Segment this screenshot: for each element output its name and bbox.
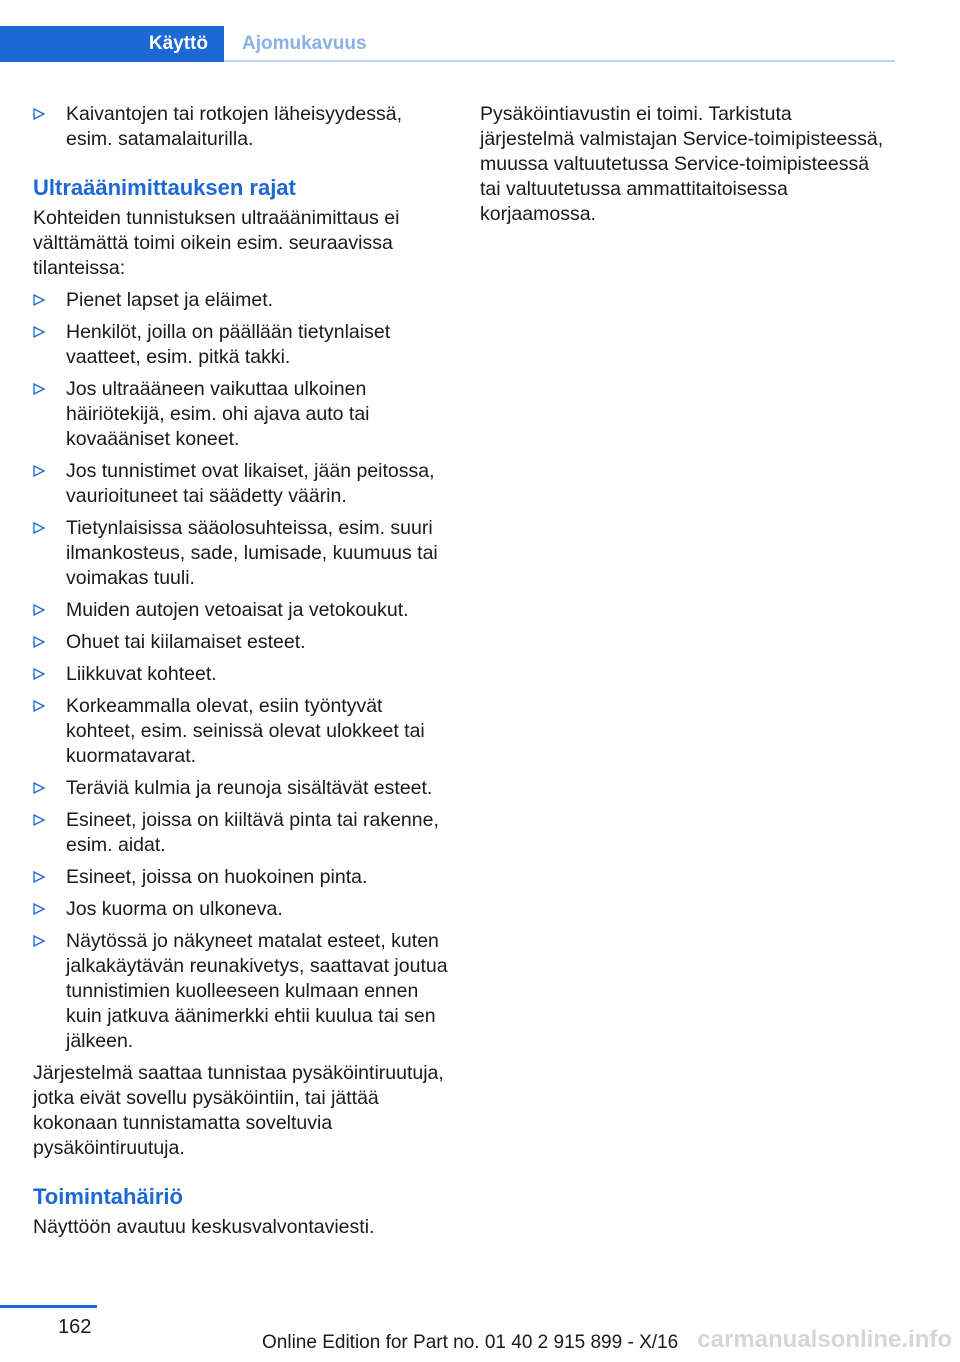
list-item: Korkeammalla olevat, esiin työntyvät kohteet, esim. seinissä olevat ulokkeet tai kuormatavarat. (33, 694, 453, 769)
triangle-bullet-icon (33, 700, 45, 712)
list-item: Henkilöt, joilla on päällään tietynlaiset vaatteet, esim. pitkä takki. (33, 320, 453, 370)
triangle-bullet-icon (33, 294, 45, 306)
list-item: Tietynlaisissa sääolosuhteissa, esim. suuri ilmankosteus, sade, lumisade, kuumuus tai voimakas tuuli. (33, 516, 453, 591)
triangle-bullet-icon (33, 465, 45, 477)
list-item: Muiden autojen vetoaisat ja vetokoukut. (33, 598, 453, 623)
right-column (480, 102, 890, 234)
header-divider (224, 60, 895, 62)
list-item: Kaivantojen tai rotkojen läheisyydessä, esim. satamalaiturilla. (33, 102, 453, 152)
triangle-bullet-icon (33, 108, 45, 120)
watermark: carmanualsonline.info (697, 1326, 952, 1353)
triangle-bullet-icon (33, 668, 45, 680)
section-heading-malfunction: Toimintahäiriö (33, 1184, 183, 1209)
list-item: Esineet, joissa on huokoinen pinta. (33, 865, 453, 890)
list-item: Ohuet tai kiilamaiset esteet. (33, 630, 453, 655)
edition-text: Online Edition for Part no. 01 40 2 915 899 - X/16 (262, 1332, 679, 1353)
footer-divider (0, 1305, 97, 1308)
tab-kaytto[interactable]: Käyttö (0, 26, 224, 62)
triangle-bullet-icon (33, 604, 45, 616)
page-number: 162 (58, 1316, 92, 1338)
list-item: Esineet, joissa on kiiltävä pinta tai rakenne, esim. aidat. (33, 808, 453, 858)
triangle-bullet-icon (33, 326, 45, 338)
triangle-bullet-icon (33, 871, 45, 883)
triangle-bullet-icon (33, 782, 45, 794)
left-column (33, 102, 453, 1247)
list-item: Jos tunnistimet ovat likaiset, jään peitossa, vaurioituneet tai säädetty väärin. (33, 459, 453, 509)
tab-ajomukavuus[interactable]: Ajomukavuus (242, 33, 367, 54)
page-header (0, 26, 895, 62)
list-item: Teräviä kulmia ja reunoja sisältävät esteet. (33, 776, 453, 801)
triangle-bullet-icon (33, 903, 45, 915)
list-item: Näytössä jo näkyneet matalat esteet, kuten jalkakäytävän reunakivetys, saattavat joutua tunnistimien kuolleeseen kulmaan ennen kuin jatkuva äänimerkki ehtii kuulua tai sen jälkeen. (33, 929, 453, 1054)
section-intro: Kohteiden tunnistuksen ultraäänimittaus ei välttämättä toimi oikein esim. seuraavissa tilanteissa: (33, 207, 400, 279)
triangle-bullet-icon (33, 636, 45, 648)
list-item: Pienet lapset ja eläimet. (33, 288, 453, 313)
triangle-bullet-icon (33, 522, 45, 534)
triangle-bullet-icon (33, 935, 45, 947)
section-heading-limits: Ultraäänimittauksen rajat (33, 175, 296, 200)
malfunction-text: Näyttöön avautuu keskusvalvontaviesti. (33, 1216, 375, 1238)
closing-paragraph: Järjestelmä saattaa tunnistaa pysäköintiruutuja, jotka eivät sovellu pysäköintiin, tai jättää kokonaan tunnistamatta soveltuvia pysäköintiruutuja. (33, 1062, 444, 1159)
list-item: Liikkuvat kohteet. (33, 662, 453, 687)
list-item: Jos kuorma on ulkoneva. (33, 897, 453, 922)
triangle-bullet-icon (33, 814, 45, 826)
triangle-bullet-icon (33, 383, 45, 395)
limits-list (33, 288, 453, 1054)
list-item: Jos ultraääneen vaikuttaa ulkoinen häiriötekijä, esim. ohi ajava auto tai kovaääniset koneet. (33, 377, 453, 452)
right-paragraph: Pysäköintiavustin ei toimi. Tarkistuta järjestelmä valmistajan Service-toimipisteessä, muussa valtuutetussa Service-toimipisteessä tai valtuutetussa ammattitaitoisessa korjaamossa. (480, 103, 884, 225)
